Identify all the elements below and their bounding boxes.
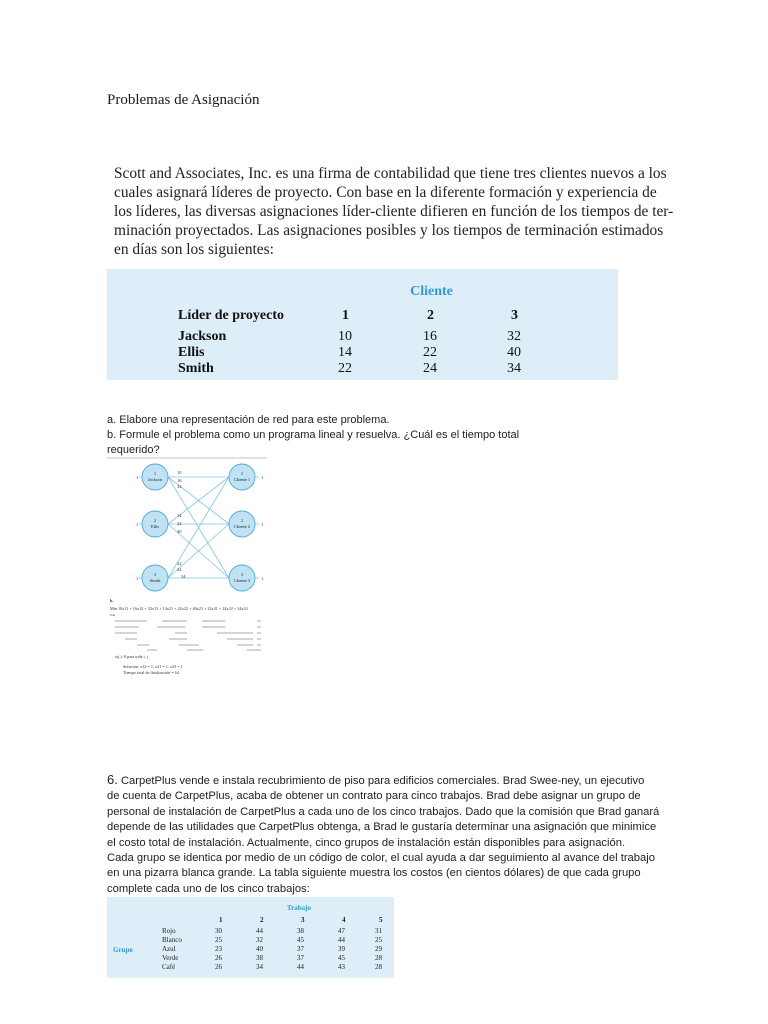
table-cell: 37: [297, 954, 304, 962]
table-cell: 23: [215, 945, 222, 953]
intro-line: en días son los siguientes:: [114, 241, 274, 258]
client-num: 3: [240, 572, 244, 577]
table-cell: 22: [423, 345, 437, 360]
problem-6-line: complete cada uno de los cinco trabajos:: [107, 882, 310, 895]
column-header: 3: [301, 916, 305, 924]
problem-6-line: Cada grupo se identica por medio de un código de color, el cual ayuda a dar seguimiento al avance del trabajo: [107, 852, 655, 865]
edge-label: 10: [177, 470, 182, 475]
edge-label: 14: [177, 513, 182, 518]
intro-line: Scott and Associates, Inc. es una firma de contabilidad que tiene tres clientes nuevos a los: [114, 165, 667, 182]
table-cell: 40: [256, 945, 263, 953]
column-header: 4: [342, 916, 346, 924]
table-cell: 47: [338, 927, 345, 935]
question-b: b. Formule el problema como un programa lineal y resuelva. ¿Cuál es el tiempo total: [107, 429, 520, 441]
table-cell: 29: [375, 945, 382, 953]
row-label: Jackson: [178, 329, 227, 344]
table-cell: 32: [256, 936, 263, 944]
edge-label: 16: [177, 478, 182, 483]
question-a: a. Elabore una representación de red para este problema.: [107, 414, 390, 426]
table-caption: Cliente: [410, 284, 453, 299]
table-cell: 10: [338, 329, 352, 344]
table-cell: 26: [215, 963, 222, 971]
edge-label: 24: [177, 567, 182, 572]
row-header: Líder de proyecto: [178, 308, 285, 323]
edge-label: 22: [177, 521, 182, 526]
table-cell: 34: [507, 361, 521, 376]
leader-num: 3: [153, 572, 157, 577]
column-header: 2: [260, 916, 264, 924]
row-label: Smith: [178, 361, 214, 376]
row-group-label: Grupo: [113, 946, 133, 954]
edge-label: 34: [181, 574, 186, 579]
table-cell: 24: [423, 361, 437, 376]
total-time: Tiempo total de finalización = 64: [123, 670, 179, 675]
supply-label: 1: [136, 522, 139, 527]
problem-number: 6.: [107, 772, 118, 787]
table-cell: 26: [215, 954, 222, 962]
intro-line: minación proyectados. Las asignaciones posibles y los tiempos de terminación estimados: [114, 222, 664, 239]
table-cell: 44: [256, 927, 263, 935]
constraint-lines: [115, 621, 261, 650]
table-caption: Trabajo: [287, 904, 311, 912]
problem-6: [107, 772, 667, 897]
demand-label: 1: [261, 475, 264, 480]
intro-line: los líderes, las diversas asignaciones líder-cliente difieren en función de los tiempos de ter-: [114, 203, 674, 220]
table-cell: 32: [507, 329, 521, 344]
nonnegativity: xij ≥ 0 para toda i, j: [115, 654, 148, 659]
table-cell: 25: [375, 936, 382, 944]
client-name: Cliente 2: [233, 524, 251, 529]
supply-label: 1: [136, 475, 139, 480]
table-cell: 37: [297, 945, 304, 953]
edge-label: 22: [177, 561, 182, 566]
table-cell: 25: [215, 936, 222, 944]
client-name: Cliente 3: [233, 578, 251, 583]
problem-6-line: personal de instalación de CarpetPlus a cada uno de los cinco trabajos. Dado que la comisión que Brad ganará: [107, 805, 660, 818]
intro-paragraph: [114, 164, 674, 259]
page-title: Problemas de Asignación: [107, 92, 260, 108]
objective-function: Min 10x11 + 16x12 + 32x13 + 14x21 + 22x22 + 40x23 + 22x31 + 24x32 + 34x33: [110, 606, 248, 611]
leader-num: 2: [153, 518, 157, 523]
table-cell: 16: [423, 329, 437, 344]
column-header: 2: [427, 308, 434, 323]
client-num: 1: [240, 471, 244, 476]
row-label: Ellis: [178, 345, 205, 360]
subject-to: s.a.: [110, 612, 116, 617]
solution-values: Solución: x12 = 1, x21 = 1, x33 = 1: [123, 664, 183, 669]
table-cell: 44: [297, 963, 304, 971]
table-cell: 43: [338, 963, 345, 971]
table-cell: 34: [256, 963, 263, 971]
table-cell: 38: [256, 954, 263, 962]
leader-name: Jackson: [147, 477, 163, 482]
column-header: 1: [219, 916, 223, 924]
table-cell: 44: [338, 936, 345, 944]
row-label: Azul: [162, 945, 176, 953]
column-header: 5: [379, 916, 383, 924]
table-cell: 22: [338, 361, 352, 376]
table-cell: 45: [297, 936, 304, 944]
table-cell: 28: [375, 963, 382, 971]
demand-label: 1: [261, 522, 264, 527]
table-cell: 14: [338, 345, 352, 360]
edge-label: 32: [177, 484, 182, 489]
column-header: 3: [511, 308, 518, 323]
leader-name: Smith: [149, 578, 161, 583]
problem-6-text: CarpetPlus vende e instala recubrimiento de piso para edificios comerciales. Brad Swee-ney, un ejecutivo: [117, 775, 645, 787]
crew-job-cost-table: [107, 897, 394, 978]
row-label: Verde: [162, 954, 179, 962]
column-header: 1: [342, 308, 349, 323]
solution-heading: b.: [110, 598, 114, 603]
problem-6-line: [107, 772, 667, 789]
table-cell: 38: [297, 927, 304, 935]
demand-label: 1: [261, 576, 264, 581]
table-cell: 45: [338, 954, 345, 962]
problem-6-line: el costo total de instalación. Actualmente, cinco grupos de instalación están disponibles para asignación.: [107, 836, 626, 849]
leader-client-table: [107, 269, 618, 380]
question-b-continued: requerido?: [107, 444, 160, 456]
problem-6-line: en una pizarra blanca grande. La tabla siguiente muestra los costos (en cientos dólares) de que cada grupo: [107, 867, 641, 880]
table-cell: 28: [375, 954, 382, 962]
problem-6-line: de cuenta de CarpetPlus, acaba de obtener un contrato para cinco trabajos. Brad debe asignar un grupo de: [107, 790, 641, 803]
table-cell: 39: [338, 945, 345, 953]
supply-label: 1: [136, 576, 139, 581]
row-label: Blanco: [162, 936, 182, 944]
questions: [107, 413, 519, 458]
table-cell: 40: [507, 345, 521, 360]
leader-name: Ellis: [150, 524, 160, 529]
edge-label: 40: [177, 529, 182, 534]
client-num: 2: [240, 518, 244, 523]
client-name: Cliente 1: [233, 477, 251, 482]
table-cell: 31: [375, 927, 382, 935]
row-label: Rojo: [162, 927, 176, 935]
network-diagram: [107, 455, 267, 683]
table-cell: 30: [215, 927, 222, 935]
leader-num: 1: [153, 471, 157, 476]
intro-line: cuales asignará líderes de proyecto. Con base en la diferente formación y experiencia de: [114, 184, 657, 201]
problem-6-line: depende de las utilidades que CarpetPlus obtenga, a Brad le gustaría determinar una asignación que minimice: [107, 821, 657, 834]
row-label: Café: [162, 963, 176, 971]
